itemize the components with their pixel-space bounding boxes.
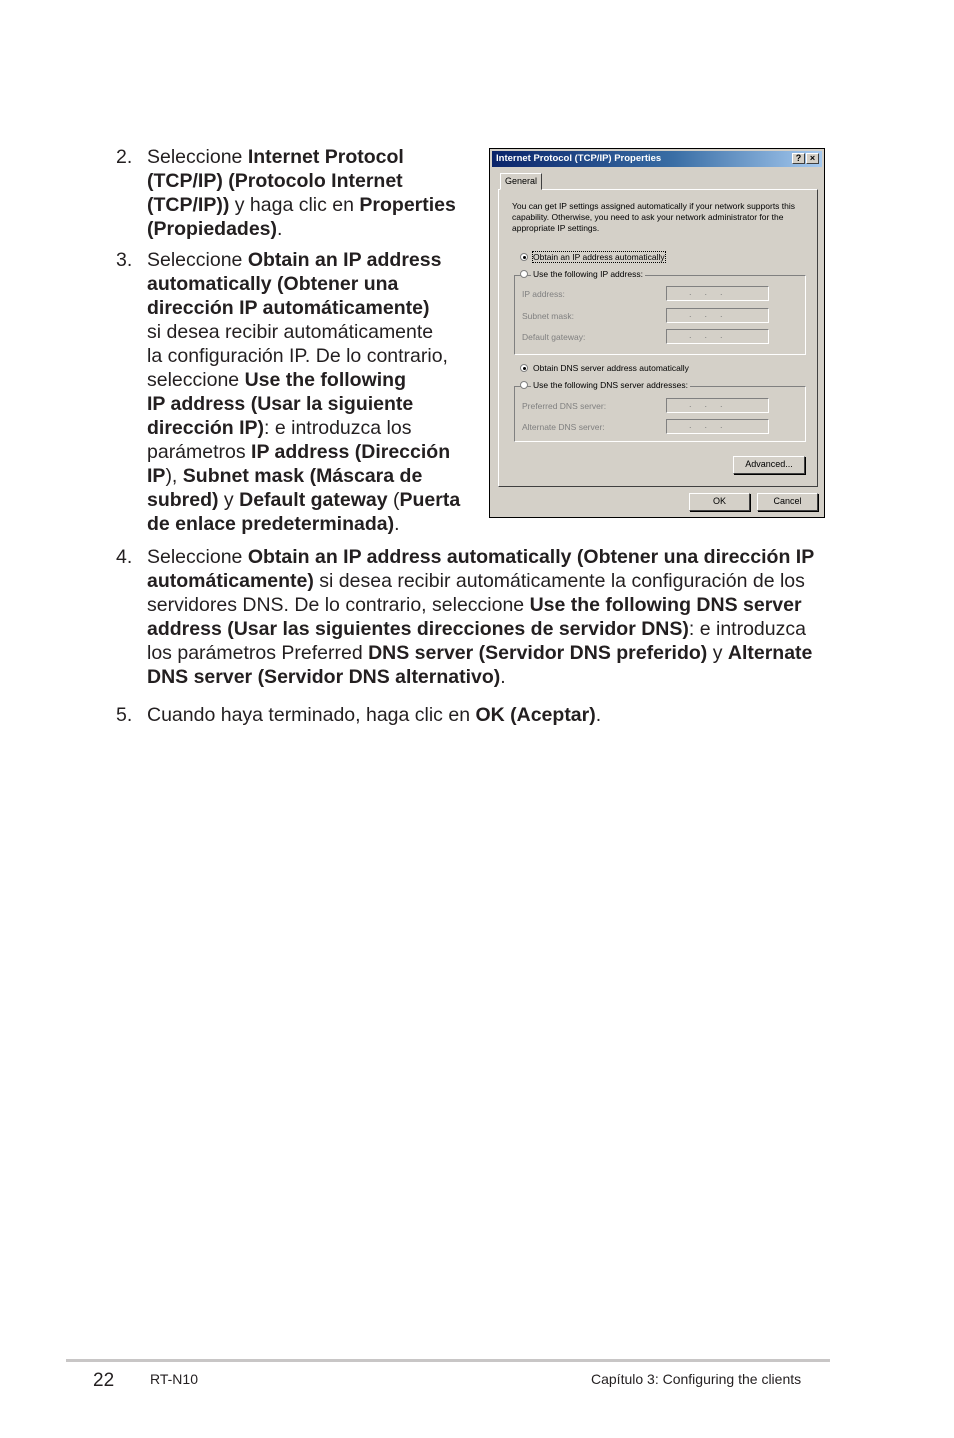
bold-run: (TCP/IP)): [147, 194, 230, 216]
bold-run: Subnet mask (Máscara de: [182, 465, 423, 487]
text-line: [147, 272, 460, 296]
obtain-dns-radio[interactable]: [520, 364, 528, 372]
text-line: [147, 320, 460, 344]
dialog-title-bar: [492, 151, 822, 167]
text-run: (: [387, 489, 400, 511]
text-line: [147, 545, 814, 569]
obtain-ip-radio[interactable]: [520, 253, 528, 261]
ip-address-input[interactable]: ...: [666, 286, 769, 301]
text-run: Cuando haya terminado, haga clic en: [147, 704, 476, 726]
step-number: 5.: [116, 704, 133, 726]
text-line: [147, 344, 460, 368]
default-gateway-label: Default gateway:: [522, 332, 586, 342]
close-icon[interactable]: ×: [806, 153, 819, 164]
bold-run: DNS server (Servidor DNS alternativo): [147, 666, 501, 688]
use-ip-radio[interactable]: [520, 270, 528, 278]
text-line: [147, 569, 814, 593]
use-dns-radio[interactable]: [520, 381, 528, 389]
advanced-button[interactable]: Advanced...: [733, 456, 805, 474]
text-line: [147, 464, 460, 488]
bold-run: Properties: [359, 194, 456, 216]
bold-run: de enlace predeterminada): [147, 513, 395, 535]
text-line: [147, 617, 814, 641]
step-text: [147, 703, 601, 727]
text-line: [147, 641, 814, 665]
text-run: parámetros: [147, 441, 252, 463]
use-dns-label[interactable]: Use the following DNS server addresses:: [533, 380, 688, 390]
text-line: [147, 217, 456, 241]
obtain-dns-label[interactable]: Obtain DNS server address automatically: [533, 363, 689, 373]
footer-chapter: Capítulo 3: Configuring the clients: [591, 1371, 802, 1387]
text-run: .: [500, 666, 506, 688]
bold-run: Use the following: [244, 369, 406, 391]
text-run: si desea recibir automáticamente la configuración de los: [313, 570, 805, 592]
subnet-mask-input[interactable]: ...: [666, 308, 769, 323]
text-run: .: [277, 218, 283, 240]
text-line: [147, 368, 460, 392]
text-line: [147, 169, 456, 193]
dialog-title: Internet Protocol (TCP/IP) Properties: [496, 153, 662, 164]
text-run: y haga clic en: [229, 194, 360, 216]
text-run: .: [394, 513, 400, 535]
text-line: [147, 145, 456, 169]
text-run: : e introduzca: [688, 618, 806, 640]
obtain-ip-label[interactable]: Obtain an IP address automatically: [533, 252, 665, 262]
step-text: [147, 248, 460, 536]
bold-run: Default gateway: [239, 489, 388, 511]
step-number: 4.: [116, 546, 133, 568]
step-text: [147, 545, 814, 689]
bold-run: Use the following DNS server: [529, 594, 802, 616]
bold-run: (TCP/IP) (Protocolo Internet: [147, 170, 403, 192]
bold-run: Internet Protocol: [247, 146, 404, 168]
settings-description: You can get IP settings assigned automatically if your network supports this capability. Otherwise, you need to ask your network administrator for the appropriate IP settings.: [512, 201, 796, 233]
text-line: [147, 296, 460, 320]
bold-run: dirección IP automáticamente): [147, 297, 430, 319]
text-run: .: [595, 704, 602, 726]
text-line: [147, 665, 814, 689]
ip-address-label: IP address:: [522, 289, 565, 299]
text-line: [147, 593, 814, 617]
page-number: 22: [93, 1370, 115, 1391]
text-run: la configuración IP. De lo contrario,: [147, 345, 448, 367]
text-run: y: [218, 489, 240, 511]
bold-run: OK (Aceptar): [475, 704, 596, 726]
text-line: [147, 440, 460, 464]
subnet-mask-label: Subnet mask:: [522, 311, 574, 321]
bold-run: Obtain an IP address: [247, 249, 442, 271]
text-line: [147, 248, 460, 272]
text-run: seleccione: [147, 369, 245, 391]
use-ip-label[interactable]: Use the following IP address:: [533, 269, 643, 279]
tcpip-properties-dialog: [489, 148, 825, 518]
text-run: servidores DNS. De lo contrario, seleccione: [147, 594, 530, 616]
text-line: [147, 392, 460, 416]
help-icon[interactable]: ?: [792, 153, 805, 164]
text-run: Seleccione: [147, 146, 248, 168]
bold-run: DNS server (Servidor DNS preferido): [368, 642, 708, 664]
alternate-dns-input[interactable]: ...: [666, 419, 769, 434]
bold-run: Puerta: [399, 489, 461, 511]
bold-run: (Propiedades): [147, 218, 278, 240]
text-run: ),: [165, 465, 183, 487]
text-run: si desea recibir automáticamente: [147, 321, 434, 343]
footer-model: RT-N10: [150, 1371, 198, 1387]
bold-run: address (Usar las siguientes direcciones de servidor DNS): [147, 618, 689, 640]
preferred-dns-input[interactable]: ...: [666, 398, 769, 413]
bold-run: subred): [147, 489, 219, 511]
step-number: 3.: [116, 249, 133, 271]
bold-run: Obtain an IP address automatically (Obtener una dirección IP: [247, 546, 815, 568]
bold-run: IP: [147, 465, 166, 487]
text-line: [147, 488, 460, 512]
step-number: 2.: [116, 146, 133, 168]
footer-divider: [66, 1359, 830, 1362]
bold-run: Alternate: [727, 642, 813, 664]
text-line: [147, 512, 460, 536]
text-run: y: [707, 642, 728, 664]
bold-run: automáticamente): [147, 570, 314, 592]
bold-run: IP address (Usar la siguiente: [147, 393, 414, 415]
ok-button[interactable]: OK: [689, 493, 750, 511]
text-run: Seleccione: [147, 546, 248, 568]
text-line: [147, 703, 601, 727]
default-gateway-input[interactable]: ...: [666, 329, 769, 344]
text-run: Seleccione: [147, 249, 248, 271]
text-run: : e introduzca los: [264, 417, 412, 439]
tab-general[interactable]: General: [500, 173, 542, 190]
step-text: [147, 145, 456, 241]
text-run: los parámetros Preferred: [147, 642, 369, 664]
preferred-dns-label: Preferred DNS server:: [522, 401, 607, 411]
cancel-button[interactable]: Cancel: [757, 493, 818, 511]
bold-run: automatically (Obtener una: [147, 273, 399, 295]
bold-run: dirección IP): [147, 417, 265, 439]
text-line: [147, 193, 456, 217]
bold-run: IP address (Dirección: [251, 441, 451, 463]
text-line: [147, 416, 460, 440]
alternate-dns-label: Alternate DNS server:: [522, 422, 605, 432]
